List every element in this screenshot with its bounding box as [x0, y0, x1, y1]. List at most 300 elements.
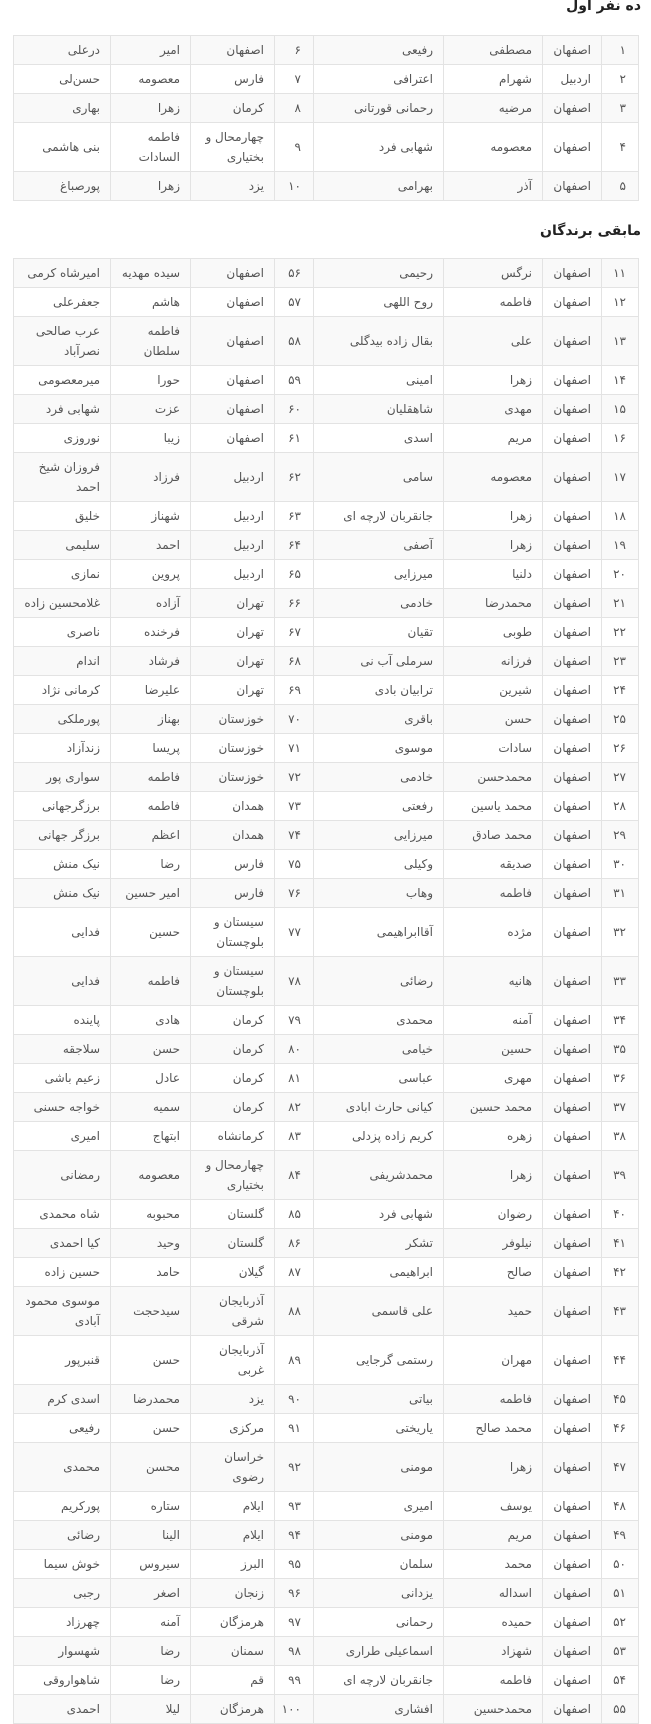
last-name-cell: روح اللهی	[314, 288, 444, 317]
rank-cell: ۴۱	[602, 1229, 639, 1258]
province-cell: خوزستان	[191, 705, 275, 734]
rank-cell: ۷۹	[275, 1006, 314, 1035]
rank-cell: ۱۸	[602, 502, 639, 531]
table-row	[14, 879, 639, 908]
province-cell: گیلان	[191, 1258, 275, 1287]
rank-cell: ۵۵	[602, 1695, 639, 1724]
rank-cell: ۲۷	[602, 763, 639, 792]
rank-cell: ۸۶	[275, 1229, 314, 1258]
first-name-cell: زیبا	[111, 424, 191, 453]
table-row	[14, 589, 639, 618]
rank-cell: ۵۲	[602, 1608, 639, 1637]
rank-cell: ۴۴	[602, 1336, 639, 1385]
last-name-cell: خادمی	[314, 763, 444, 792]
rank-cell: ۱۹	[602, 531, 639, 560]
table-row	[14, 1035, 639, 1064]
table-row	[14, 502, 639, 531]
province-cell: اصفهان	[191, 317, 275, 366]
last-name-cell: فروزان شیخ احمد	[14, 453, 111, 502]
first-name-cell: مریم	[444, 424, 543, 453]
province-cell: اصفهان	[543, 676, 602, 705]
province-cell: مرکزی	[191, 1414, 275, 1443]
province-cell: تهران	[191, 647, 275, 676]
table-row	[14, 288, 639, 317]
rank-cell: ۸۸	[275, 1287, 314, 1336]
first-name-cell: حسن	[111, 1336, 191, 1385]
rank-cell: ۳۱	[602, 879, 639, 908]
province-cell: کرمانشاه	[191, 1122, 275, 1151]
rank-cell: ۶۹	[275, 676, 314, 705]
last-name-cell: موسوی	[314, 734, 444, 763]
table-row	[14, 366, 639, 395]
first-name-cell: معصومه	[444, 123, 543, 172]
first-name-cell: زهرا	[111, 172, 191, 201]
province-cell: اصفهان	[543, 288, 602, 317]
province-cell: گلستان	[191, 1229, 275, 1258]
table-row	[14, 1608, 639, 1637]
first-name-cell: هانیه	[444, 957, 543, 1006]
last-name-cell: افشاری	[314, 1695, 444, 1724]
province-cell: اصفهان	[543, 792, 602, 821]
rank-cell: ۲۴	[602, 676, 639, 705]
table-row	[14, 821, 639, 850]
rank-cell: ۴۰	[602, 1200, 639, 1229]
rank-cell: ۱۳	[602, 317, 639, 366]
table-row	[14, 647, 639, 676]
province-cell: اصفهان	[543, 94, 602, 123]
table-row	[14, 705, 639, 734]
province-cell: همدان	[191, 821, 275, 850]
rank-cell: ۹۳	[275, 1492, 314, 1521]
rank-cell: ۸۵	[275, 1200, 314, 1229]
last-name-cell: درعلی	[14, 36, 111, 65]
province-cell: قم	[191, 1666, 275, 1695]
first-name-cell: فرخنده	[111, 618, 191, 647]
rank-cell: ۷۵	[275, 850, 314, 879]
table-row	[14, 259, 639, 288]
last-name-cell: حسین زاده	[14, 1258, 111, 1287]
rank-cell: ۱۶	[602, 424, 639, 453]
last-name-cell: خادمی	[314, 589, 444, 618]
table-row	[14, 94, 639, 123]
province-cell: اصفهان	[543, 1336, 602, 1385]
first-name-cell: عادل	[111, 1064, 191, 1093]
first-name-cell: الینا	[111, 1521, 191, 1550]
last-name-cell: نمازی	[14, 560, 111, 589]
province-cell: اصفهان	[543, 1695, 602, 1724]
rank-cell: ۴	[602, 123, 639, 172]
last-name-cell: امینی	[314, 366, 444, 395]
last-name-cell: شهابی فرد	[14, 395, 111, 424]
rank-cell: ۷۴	[275, 821, 314, 850]
first-name-cell: علیرضا	[111, 676, 191, 705]
province-cell: اصفهان	[543, 1287, 602, 1336]
province-cell: ایلام	[191, 1521, 275, 1550]
table-row	[14, 65, 639, 94]
province-cell: اصفهان	[543, 879, 602, 908]
rank-cell: ۶۰	[275, 395, 314, 424]
province-cell: تهران	[191, 618, 275, 647]
first-name-cell: رضا	[111, 1666, 191, 1695]
last-name-cell: عباسی	[314, 1064, 444, 1093]
first-name-cell: ستاره	[111, 1492, 191, 1521]
province-cell: اصفهان	[543, 1229, 602, 1258]
first-name-cell: فاطمه سلطان	[111, 317, 191, 366]
province-cell: اردبیل	[191, 560, 275, 589]
first-name-cell: فاطمه	[111, 957, 191, 1006]
first-name-cell: حورا	[111, 366, 191, 395]
rank-cell: ۹۵	[275, 1550, 314, 1579]
last-name-cell: جعفرعلی	[14, 288, 111, 317]
province-cell: اصفهان	[543, 1666, 602, 1695]
rank-cell: ۳۷	[602, 1093, 639, 1122]
table-row	[14, 1414, 639, 1443]
rank-cell: ۳۰	[602, 850, 639, 879]
province-cell: اصفهان	[543, 317, 602, 366]
rank-cell: ۳۲	[602, 908, 639, 957]
table-row	[14, 1006, 639, 1035]
first-name-cell: نرگس	[444, 259, 543, 288]
first-name-cell: محمدرضا	[444, 589, 543, 618]
first-name-cell: حسن	[444, 705, 543, 734]
last-name-cell: یزدانی	[314, 1579, 444, 1608]
rank-cell: ۲۲	[602, 618, 639, 647]
province-cell: هرمزگان	[191, 1608, 275, 1637]
province-cell: اصفهان	[543, 763, 602, 792]
table-row	[14, 1336, 639, 1385]
rank-cell: ۱۲	[602, 288, 639, 317]
last-name-cell: سلمان	[314, 1550, 444, 1579]
last-name-cell: حسن‌لی	[14, 65, 111, 94]
rank-cell: ۴۸	[602, 1492, 639, 1521]
last-name-cell: شاهواروقی	[14, 1666, 111, 1695]
top-ten-heading: ده نفر اول	[566, 0, 641, 14]
province-cell: گلستان	[191, 1200, 275, 1229]
province-cell: اصفهان	[543, 1579, 602, 1608]
last-name-cell: اسدی	[314, 424, 444, 453]
last-name-cell: محمدی	[314, 1006, 444, 1035]
table-row	[14, 453, 639, 502]
first-name-cell: محمد صالح	[444, 1414, 543, 1443]
province-cell: فارس	[191, 65, 275, 94]
table-row	[14, 1200, 639, 1229]
last-name-cell: جانقربان لارچه ای	[314, 1666, 444, 1695]
table-row	[14, 1122, 639, 1151]
rank-cell: ۵۱	[602, 1579, 639, 1608]
province-cell: هرمزگان	[191, 1695, 275, 1724]
province-cell: همدان	[191, 792, 275, 821]
last-name-cell: رفعتی	[314, 792, 444, 821]
first-name-cell: شهناز	[111, 502, 191, 531]
first-name-cell: محمدرضا	[111, 1385, 191, 1414]
table-row	[14, 850, 639, 879]
first-name-cell: آزاده	[111, 589, 191, 618]
province-cell: خراسان رضوی	[191, 1443, 275, 1492]
province-cell: اصفهان	[543, 957, 602, 1006]
first-name-cell: آمنه	[111, 1608, 191, 1637]
first-name-cell: زهرا	[111, 94, 191, 123]
last-name-cell: کرمانی نژاد	[14, 676, 111, 705]
rank-cell: ۸	[275, 94, 314, 123]
table-row	[14, 1521, 639, 1550]
province-cell: فارس	[191, 879, 275, 908]
first-name-cell: پریسا	[111, 734, 191, 763]
first-name-cell: صالح	[444, 1258, 543, 1287]
province-cell: اصفهان	[543, 1006, 602, 1035]
province-cell: اصفهان	[543, 850, 602, 879]
table-row	[14, 618, 639, 647]
first-name-cell: فاطمه	[444, 288, 543, 317]
first-name-cell: رضا	[111, 850, 191, 879]
first-name-cell: محمد	[444, 1550, 543, 1579]
first-name-cell: سادات	[444, 734, 543, 763]
table-row	[14, 957, 639, 1006]
first-name-cell: مهدی	[444, 395, 543, 424]
first-name-cell: حسن	[111, 1035, 191, 1064]
rank-cell: ۱	[602, 36, 639, 65]
last-name-cell: میرزایی	[314, 560, 444, 589]
last-name-cell: زندآزاد	[14, 734, 111, 763]
rank-cell: ۳۹	[602, 1151, 639, 1200]
province-cell: اردبیل	[191, 453, 275, 502]
first-name-cell: سیدحجت	[111, 1287, 191, 1336]
province-cell: اصفهان	[543, 1550, 602, 1579]
rank-cell: ۷۳	[275, 792, 314, 821]
last-name-cell: قنبرپور	[14, 1336, 111, 1385]
first-name-cell: لیلا	[111, 1695, 191, 1724]
table-row	[14, 531, 639, 560]
last-name-cell: تقیان	[314, 618, 444, 647]
table-row	[14, 734, 639, 763]
rank-cell: ۶	[275, 36, 314, 65]
province-cell: کرمان	[191, 94, 275, 123]
province-cell: سیستان و بلوچستان	[191, 957, 275, 1006]
first-name-cell: مصطفی	[444, 36, 543, 65]
table-row	[14, 1579, 639, 1608]
last-name-cell: برزگر جهانی	[14, 821, 111, 850]
first-name-cell: مرضیه	[444, 94, 543, 123]
province-cell: اصفهان	[543, 1122, 602, 1151]
province-cell: اصفهان	[543, 1608, 602, 1637]
last-name-cell: یاریختی	[314, 1414, 444, 1443]
last-name-cell: فدایی	[14, 957, 111, 1006]
rank-cell: ۳۶	[602, 1064, 639, 1093]
last-name-cell: رمضانی	[14, 1151, 111, 1200]
province-cell: کرمان	[191, 1093, 275, 1122]
last-name-cell: اسماعیلی طراری	[314, 1637, 444, 1666]
rank-cell: ۹۰	[275, 1385, 314, 1414]
first-name-cell: امیر حسین	[111, 879, 191, 908]
first-name-cell: محمد حسین	[444, 1093, 543, 1122]
rank-cell: ۴۲	[602, 1258, 639, 1287]
first-name-cell: ابتهاج	[111, 1122, 191, 1151]
last-name-cell: مومنی	[314, 1443, 444, 1492]
province-cell: اصفهان	[543, 1637, 602, 1666]
first-name-cell: معصومه	[444, 453, 543, 502]
rank-cell: ۱۵	[602, 395, 639, 424]
province-cell: اردبیل	[191, 531, 275, 560]
first-name-cell: یوسف	[444, 1492, 543, 1521]
first-name-cell: شهزاد	[444, 1637, 543, 1666]
rank-cell: ۶۸	[275, 647, 314, 676]
last-name-cell: میرمعصومی	[14, 366, 111, 395]
first-name-cell: فاطمه	[111, 763, 191, 792]
rank-cell: ۶۵	[275, 560, 314, 589]
last-name-cell: محمدشریفی	[314, 1151, 444, 1200]
first-name-cell: رضوان	[444, 1200, 543, 1229]
province-cell: اصفهان	[543, 1443, 602, 1492]
province-cell: سمنان	[191, 1637, 275, 1666]
rank-cell: ۴۶	[602, 1414, 639, 1443]
table-row	[14, 172, 639, 201]
first-name-cell: سیروس	[111, 1550, 191, 1579]
last-name-cell: بنی هاشمی	[14, 123, 111, 172]
rank-cell: ۳۵	[602, 1035, 639, 1064]
province-cell: چهارمحال و بختیاری	[191, 123, 275, 172]
province-cell: البرز	[191, 1550, 275, 1579]
province-cell: اصفهان	[543, 36, 602, 65]
first-name-cell: حسن	[111, 1414, 191, 1443]
table-row	[14, 676, 639, 705]
rank-cell: ۵۸	[275, 317, 314, 366]
rank-cell: ۱۰۰	[275, 1695, 314, 1724]
last-name-cell: خواجه حسنی	[14, 1093, 111, 1122]
first-name-cell: رضا	[111, 1637, 191, 1666]
first-name-cell: حامد	[111, 1258, 191, 1287]
last-name-cell: امیری	[314, 1492, 444, 1521]
province-cell: اصفهان	[191, 36, 275, 65]
first-name-cell: نیلوفر	[444, 1229, 543, 1258]
first-name-cell: مژده	[444, 908, 543, 957]
last-name-cell: شهسوار	[14, 1637, 111, 1666]
last-name-cell: شاهقلیان	[314, 395, 444, 424]
first-name-cell: فاطمه	[111, 792, 191, 821]
table-row	[14, 908, 639, 957]
table-row	[14, 1258, 639, 1287]
last-name-cell: سواری پور	[14, 763, 111, 792]
province-cell: اصفهان	[191, 259, 275, 288]
last-name-cell: شاه محمدی	[14, 1200, 111, 1229]
table-row	[14, 1550, 639, 1579]
first-name-cell: معصومه	[111, 1151, 191, 1200]
province-cell: اصفهان	[543, 1035, 602, 1064]
table-row	[14, 1093, 639, 1122]
province-cell: سیستان و بلوچستان	[191, 908, 275, 957]
last-name-cell: پورکریم	[14, 1492, 111, 1521]
first-name-cell: زهره	[444, 1122, 543, 1151]
rank-cell: ۶۴	[275, 531, 314, 560]
rank-cell: ۹۷	[275, 1608, 314, 1637]
rank-cell: ۹۸	[275, 1637, 314, 1666]
rank-cell: ۹۲	[275, 1443, 314, 1492]
first-name-cell: شهرام	[444, 65, 543, 94]
rank-cell: ۱۰	[275, 172, 314, 201]
last-name-cell: زعیم باشی	[14, 1064, 111, 1093]
first-name-cell: زهرا	[444, 531, 543, 560]
first-name-cell: آذر	[444, 172, 543, 201]
province-cell: زنجان	[191, 1579, 275, 1608]
table-row	[14, 560, 639, 589]
last-name-cell: میرزایی	[314, 821, 444, 850]
rank-cell: ۲۱	[602, 589, 639, 618]
rank-cell: ۲۸	[602, 792, 639, 821]
last-name-cell: شهابی فرد	[314, 1200, 444, 1229]
first-name-cell: بهناز	[111, 705, 191, 734]
province-cell: اصفهان	[543, 502, 602, 531]
province-cell: اصفهان	[543, 1492, 602, 1521]
province-cell: اصفهان	[543, 908, 602, 957]
province-cell: اصفهان	[543, 1064, 602, 1093]
rank-cell: ۸۷	[275, 1258, 314, 1287]
last-name-cell: وکیلی	[314, 850, 444, 879]
first-name-cell: فرشاد	[111, 647, 191, 676]
first-name-cell: دلنیا	[444, 560, 543, 589]
last-name-cell: وهاب	[314, 879, 444, 908]
rank-cell: ۱۴	[602, 366, 639, 395]
rank-cell: ۷۰	[275, 705, 314, 734]
province-cell: آذربایجان غربی	[191, 1336, 275, 1385]
province-cell: تهران	[191, 676, 275, 705]
province-cell: اصفهان	[543, 424, 602, 453]
province-cell: اصفهان	[543, 259, 602, 288]
province-cell: اصفهان	[543, 821, 602, 850]
last-name-cell: اسدی کرم	[14, 1385, 111, 1414]
first-name-cell: اسداله	[444, 1579, 543, 1608]
province-cell: اصفهان	[543, 1385, 602, 1414]
table-row	[14, 1064, 639, 1093]
rank-cell: ۸۴	[275, 1151, 314, 1200]
last-name-cell: نیک منش	[14, 879, 111, 908]
rank-cell: ۳۴	[602, 1006, 639, 1035]
rank-cell: ۳۸	[602, 1122, 639, 1151]
first-name-cell: شیرین	[444, 676, 543, 705]
other-winners-heading: مابقی برندگان	[540, 223, 641, 239]
rank-cell: ۱۷	[602, 453, 639, 502]
last-name-cell: پورصباغ	[14, 172, 111, 201]
rank-cell: ۲	[602, 65, 639, 94]
last-name-cell: اعترافی	[314, 65, 444, 94]
rank-cell: ۳	[602, 94, 639, 123]
province-cell: کرمان	[191, 1035, 275, 1064]
rank-cell: ۵۷	[275, 288, 314, 317]
rank-cell: ۶۳	[275, 502, 314, 531]
province-cell: تهران	[191, 589, 275, 618]
last-name-cell: امیری	[14, 1122, 111, 1151]
province-cell: خوزستان	[191, 763, 275, 792]
rank-cell: ۳۳	[602, 957, 639, 1006]
province-cell: فارس	[191, 850, 275, 879]
rank-cell: ۹	[275, 123, 314, 172]
table-row	[14, 1287, 639, 1336]
province-cell: آذربایجان شرقی	[191, 1287, 275, 1336]
province-cell: اصفهان	[543, 1093, 602, 1122]
table-row	[14, 1151, 639, 1200]
province-cell: اردبیل	[543, 65, 602, 94]
last-name-cell: رستمی گرجایی	[314, 1336, 444, 1385]
table-row	[14, 1385, 639, 1414]
first-name-cell: محمد صادق	[444, 821, 543, 850]
last-name-cell: رجبی	[14, 1579, 111, 1608]
table-row	[14, 1637, 639, 1666]
last-name-cell: مومنی	[314, 1521, 444, 1550]
province-cell: اصفهان	[543, 172, 602, 201]
table-row	[14, 1666, 639, 1695]
rank-cell: ۲۳	[602, 647, 639, 676]
last-name-cell: بیاتی	[314, 1385, 444, 1414]
first-name-cell: طوبی	[444, 618, 543, 647]
last-name-cell: رفیعی	[14, 1414, 111, 1443]
rank-cell: ۴۷	[602, 1443, 639, 1492]
